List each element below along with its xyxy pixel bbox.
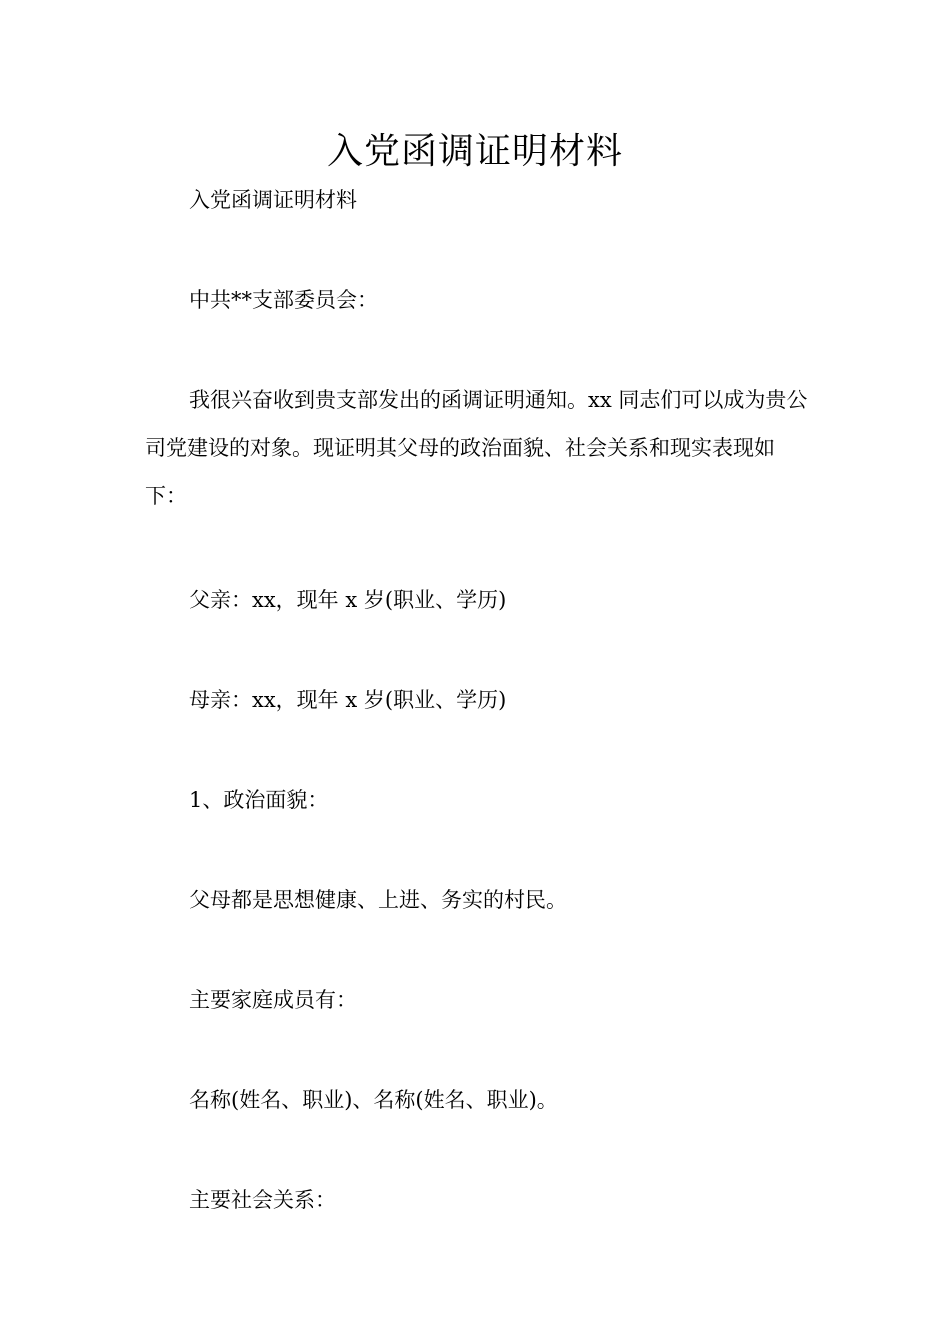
- paragraph-subtitle: 入党函调证明材料: [189, 188, 357, 212]
- paragraph-social-relations-heading: 主要社会关系：: [189, 1188, 336, 1212]
- document-title: 入党函调证明材料: [326, 131, 623, 172]
- paragraph-family-members: 名称(姓名、职业)、名称(姓名、职业)。: [189, 1088, 558, 1112]
- paragraph-father: 父亲：xx，现年 x 岁(职业、学历): [189, 588, 507, 612]
- paragraph-family-members-heading: 主要家庭成员有：: [189, 988, 357, 1012]
- paragraph-political-status-heading: 1、政治面貌：: [189, 788, 329, 812]
- paragraph-intro: 我很兴奋收到贵支部发出的函调证明通知。xx 同志们可以成为贵公司党建设的对象。现证明其父母的政治面貌、社会关系和现实表现如下：: [145, 388, 808, 508]
- paragraph-salutation: 中共**支部委员会：: [189, 288, 378, 312]
- paragraph-mother: 母亲：xx，现年 x 岁(职业、学历): [189, 688, 507, 712]
- paragraph-political-status: 父母都是思想健康、上进、务实的村民。: [189, 888, 567, 912]
